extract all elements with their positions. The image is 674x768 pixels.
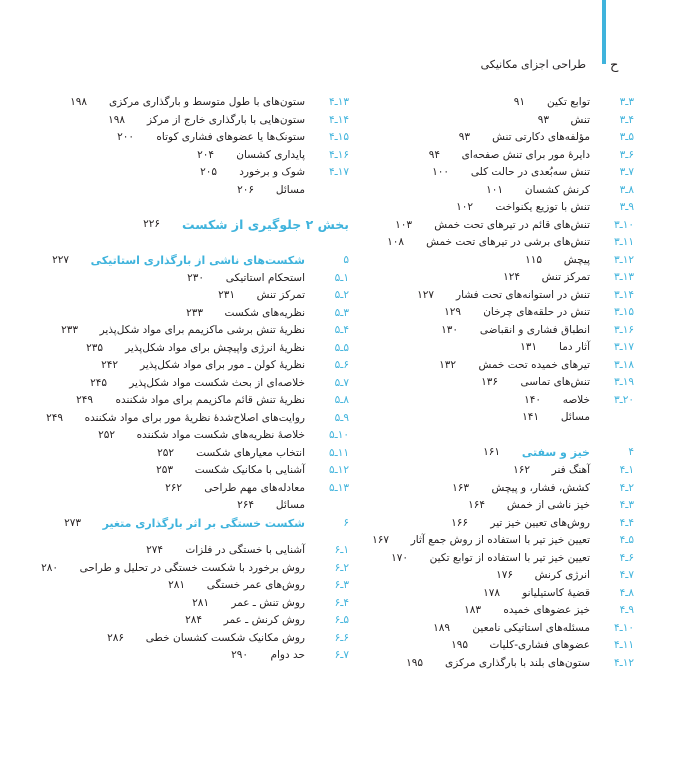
section-title: شکست‌های ناشی از بارگذاری استاتیکی [90, 254, 305, 267]
toc-entry [354, 217, 634, 234]
section-number: ۴ـ۵ [334, 324, 349, 336]
toc-entry [49, 375, 349, 392]
page-number: ۲۶۲ [165, 481, 182, 494]
section-title: ستونک‌ها یا عضوهای فشاری کوتاه [156, 131, 305, 143]
section-title: مسائل [560, 411, 590, 423]
section-number: ۸ـ۴ [619, 586, 634, 599]
page-number: ۱۲۴ [503, 271, 520, 283]
section-number: ۱ـ۵ [334, 271, 349, 284]
section-number: ۲ـ۴ [619, 481, 634, 494]
page-number: ۲۰۶ [237, 183, 254, 196]
toc-entry [49, 129, 349, 146]
toc-entry [354, 129, 634, 146]
page-number: ۱۲۹ [444, 306, 461, 318]
toc-entry [354, 112, 634, 129]
section-title: دایرهٔ مور برای تنش صفحه‌ای [461, 148, 590, 161]
page-number: ۱۸۹ [433, 621, 450, 634]
section-number: ۱۷ـ۳ [614, 341, 634, 353]
toc-left-column [41, 94, 349, 714]
page-number: ۱۹۵ [406, 656, 423, 669]
section-title: شکست خستگی بر اثر بارگذاری متغیر [102, 516, 305, 530]
toc-entry [49, 164, 349, 181]
section-number: ۱۴ـ۴ [329, 113, 349, 126]
section-title: شوک و برخورد [239, 166, 305, 178]
section-title: نظریه‌های شکست [224, 306, 305, 319]
toc-entry [354, 637, 634, 654]
page-number: ۱۷۶ [496, 569, 513, 581]
section-number: ۳ـ۴ [619, 499, 634, 511]
section-number: ۲ـ۵ [334, 289, 349, 301]
section-title: تنش در حلقه‌های چرخان [483, 306, 590, 318]
section-number: ۶ـ۴ [619, 551, 634, 564]
page-number: ۱۷۰ [391, 551, 408, 564]
section-title: نظریهٔ تنش برشی ماکزیمم برای مواد شکل‌پذیر [99, 324, 305, 336]
section-number: ۱۰ـ۳ [614, 218, 634, 231]
page-number: ۲۰۰ [117, 131, 134, 143]
section-title: روش مکانیک شکست کشسان خطی [145, 631, 305, 644]
section-title: خیز عضوهای خمیده [503, 604, 590, 616]
toc-entry [49, 445, 349, 462]
section-title: خیز و سفتی [521, 446, 590, 459]
section-title: مسائل [275, 183, 305, 196]
section-title: تیرهای خمیده تحت خمش [478, 358, 590, 371]
section-number: ۵ـ۳ [619, 131, 634, 143]
toc-entry [49, 287, 349, 304]
section-number: ۱۵ـ۳ [614, 306, 634, 318]
toc-entry [49, 147, 349, 164]
toc-entry [354, 374, 634, 391]
page-number: ۱۳۰ [441, 323, 458, 336]
page-number: ۲۳۰ [187, 271, 204, 284]
page-number: ۹۳ [537, 113, 549, 126]
section-number: ۹ـ۵ [334, 411, 349, 424]
section-number: ۹ـ۴ [619, 604, 634, 616]
section-number: ۱۹ـ۳ [614, 376, 634, 388]
section-title: انتخاب معیارهای شکست [196, 446, 305, 459]
section-number: ۱۳ـ۳ [614, 271, 634, 283]
section-title: روش برخورد با شکست خستگی در تحلیل و طراحی [79, 561, 305, 574]
section-title: خلاصهٔ نظریه‌های شکست مواد شکننده [136, 429, 305, 441]
section-number: ۱۶ـ۳ [614, 323, 634, 336]
page-number: ۲۴۲ [101, 359, 118, 371]
toc-entry [354, 322, 634, 339]
page-number: ۲۳۵ [86, 341, 103, 354]
toc-entry [49, 182, 349, 199]
section-title: انرژی کرنش [534, 569, 590, 581]
page-number: ۱۹۸ [70, 96, 87, 108]
section-number: ۱۵ـ۴ [329, 131, 349, 143]
section-title: پیچش [563, 253, 590, 266]
page-number: ۲۷۳ [64, 516, 81, 529]
toc-entry [49, 357, 349, 374]
toc-entry [354, 550, 634, 567]
toc-entry [49, 340, 349, 357]
page-number: ۲۷۴ [146, 544, 163, 556]
page-number: ۲۶۴ [237, 499, 254, 511]
toc-entry [354, 480, 634, 497]
section-title: تنش‌های تماسی [520, 376, 590, 388]
page-number: ۲۳۳ [61, 324, 78, 336]
page-number: ۱۰۳ [395, 218, 412, 231]
section-number: ۵ـ۴ [619, 534, 634, 546]
toc-entry [354, 585, 634, 602]
toc-entry [354, 602, 634, 619]
section-number: ۷ـ۴ [619, 569, 634, 581]
toc-entry [354, 392, 634, 409]
section-number: ۶ [343, 516, 349, 529]
section-number: ۴ـ۴ [619, 516, 634, 529]
accent-bar [602, 0, 606, 64]
section-title: خلاصه‌ای از بحث شکست مواد شکل‌پذیر [129, 376, 305, 389]
section-title: کشش، فشار، و پیچش [491, 481, 590, 494]
section-title: روش کرنش ـ عمر [223, 614, 305, 626]
chapter-entry [49, 515, 349, 532]
section-title: تنش‌های قائم در تیرهای تحت خمش [434, 218, 590, 231]
section-number: ۴ـ۶ [334, 596, 349, 609]
toc-entry [354, 515, 634, 532]
page-number: ۱۶۲ [513, 464, 530, 476]
section-title: کرنش کشسان [524, 183, 590, 196]
toc-entry [49, 595, 349, 612]
page-number: ۲۸۶ [107, 631, 124, 644]
section-number: ۱۲ـ۵ [329, 464, 349, 476]
toc-entry [354, 234, 634, 251]
section-title: پایداری کشسان [236, 148, 305, 161]
section-number: ۱۲ـ۴ [614, 656, 634, 669]
page-number: ۲۲۷ [52, 254, 69, 266]
section-number: ۳ـ۳ [619, 96, 634, 108]
section-title: ستون‌های بلند با بارگذاری مرکزی [445, 656, 590, 669]
page-number: ۱۴۱ [522, 411, 539, 423]
toc-entry [354, 567, 634, 584]
toc-entry [354, 94, 634, 111]
toc-entry [354, 304, 634, 321]
page-number: ۱۶۷ [372, 534, 389, 546]
page-number: ۱۳۲ [439, 358, 456, 371]
section-title: آثار دما [559, 341, 590, 353]
toc-entry [354, 339, 634, 356]
section-title: استحکام استاتیکی [225, 271, 305, 284]
section-title: مؤلفه‌های دکارتی تنش [492, 131, 590, 143]
section-number: ۳ـ۶ [334, 579, 349, 591]
section-title: ستون‌هایی با بارگذاری خارج از مرکز [147, 113, 305, 126]
section-title: روش‌های عمر خستگی [206, 579, 305, 591]
section-number: ۱۱ـ۵ [329, 446, 349, 459]
toc-entry [354, 655, 634, 672]
toc-right-column [354, 94, 634, 714]
page-number: ۱۰۰ [432, 166, 449, 178]
toc-entry [49, 497, 349, 514]
toc-entry [354, 409, 634, 426]
page-number: ۲۳۱ [218, 289, 235, 301]
section-number: ۱۱ـ۴ [614, 639, 634, 651]
toc-entry [49, 322, 349, 339]
toc-entry [354, 269, 634, 286]
page-number: ۱۸۳ [464, 604, 481, 616]
page-number: ۲۵۲ [157, 446, 174, 459]
section-title: روش تنش ـ عمر [231, 596, 305, 609]
page-number: ۲۸۴ [185, 614, 202, 626]
section-number: ۶ـ۳ [619, 148, 634, 161]
page-number: ۱۱۵ [525, 253, 542, 266]
section-title: عضوهای فشاری-کلیات [489, 639, 590, 651]
section-number: ۱ـ۴ [619, 464, 634, 476]
section-title: انطباق فشاری و انقباضی [479, 323, 590, 336]
section-number: ۸ـ۳ [619, 183, 634, 196]
toc-entry [49, 270, 349, 287]
section-title: روایت‌های اصلاح‌شدهٔ نظریهٔ مور برای مواد شکننده [84, 411, 305, 424]
section-number: ۳ـ۵ [334, 306, 349, 319]
page-number: ۲۸۱ [168, 579, 185, 591]
section-title: آشنایی با مکانیک شکست [194, 464, 305, 476]
page-number: ۱۰۲ [456, 201, 473, 213]
page-number: ۲۲۶ [143, 218, 160, 230]
page-number: ۱۳۶ [481, 376, 498, 388]
section-number: ۱۲ـ۳ [614, 253, 634, 266]
part-heading [49, 216, 349, 233]
section-title: مسئله‌های استاتیکی نامعین [472, 621, 590, 634]
section-title: تعیین خیز تیر با استفاده از توابع تکین [429, 551, 590, 564]
section-title: تنش‌های برشی در تیرهای تحت خمش [426, 236, 590, 248]
page-number: ۱۶۶ [451, 516, 468, 529]
toc-entry [49, 112, 349, 129]
page-number: ۲۴۹ [46, 411, 63, 424]
page-number: ۲۳۳ [186, 306, 203, 319]
page-number: ۲۸۱ [192, 596, 209, 609]
page-number: ۹۱ [513, 96, 525, 108]
page-number: ۱۰۸ [387, 236, 404, 248]
toc-entry [354, 357, 634, 374]
section-title: حد دوام [270, 649, 305, 661]
section-number: ۵ـ۶ [334, 614, 349, 626]
toc-entry [354, 287, 634, 304]
section-title: تنش در استوانه‌های تحت فشار [456, 288, 590, 301]
section-title: تنش با توزیع یکنواخت [495, 201, 590, 213]
page-number: ۲۵۳ [156, 464, 173, 476]
page-number: ۲۹۰ [231, 649, 248, 661]
section-number: ۶ـ۶ [334, 631, 349, 644]
section-title: نظریهٔ تنش قائم ماکزیمم برای مواد شکننده [115, 394, 305, 406]
section-title: توابع تکین [547, 96, 590, 108]
toc-entry [49, 577, 349, 594]
toc-entry [354, 497, 634, 514]
toc-entry [354, 462, 634, 479]
section-number: ۴ [628, 446, 634, 458]
page-number: ۲۴۹ [76, 394, 93, 406]
section-number: ۱۰ـ۴ [614, 621, 634, 634]
page-number: ۹۳ [458, 131, 470, 143]
page-number: ۱۴۰ [524, 393, 541, 406]
page-number: ۱۶۴ [468, 499, 485, 511]
toc-entry [49, 647, 349, 664]
section-title: تنش سه‌بُعدی در حالت کلی [470, 166, 590, 178]
toc-entry [354, 182, 634, 199]
toc-entry [49, 305, 349, 322]
section-title: خلاصه [562, 393, 590, 406]
section-number: ۱۸ـ۳ [614, 358, 634, 371]
running-head: طراحی اجزای مکانیکی [480, 58, 586, 71]
section-number: ۱۷ـ۴ [329, 166, 349, 178]
section-title: خیز ناشی از خمش [506, 499, 590, 511]
toc-entry [354, 199, 634, 216]
section-title: قضیهٔ کاستیلیانو [522, 586, 590, 599]
toc-entry [354, 532, 634, 549]
page-letter: ح [610, 58, 619, 73]
toc-entry [49, 630, 349, 647]
page-number: ۲۵۲ [98, 429, 115, 441]
section-title: بخش ۲ جلوگیری از شکست [182, 217, 349, 232]
page-number: ۱۹۸ [108, 113, 125, 126]
section-number: ۱۳ـ۴ [329, 96, 349, 108]
section-title: آهنگ فنر [551, 464, 590, 476]
section-number: ۵ـ۵ [334, 341, 349, 354]
section-title: مسائل [275, 499, 305, 511]
toc-entry [354, 164, 634, 181]
toc-entry [49, 462, 349, 479]
toc-entry [49, 612, 349, 629]
section-number: ۱۶ـ۴ [329, 148, 349, 161]
page-number: ۲۰۴ [197, 148, 214, 161]
chapter-entry [49, 252, 349, 269]
toc-entry [49, 94, 349, 111]
section-number: ۵ [343, 254, 349, 266]
section-number: ۲۰ـ۳ [614, 393, 634, 406]
page-number: ۲۴۵ [90, 376, 107, 389]
section-number: ۷ـ۳ [619, 166, 634, 178]
page-number: ۲۰۵ [200, 166, 217, 178]
section-title: ستون‌های با طول متوسط و بارگذاری مرکزی [108, 96, 305, 108]
page-number: ۱۶۳ [452, 481, 469, 494]
section-number: ۱۴ـ۳ [614, 288, 634, 301]
section-title: تمرکز تنش [256, 289, 305, 301]
toc-entry [46, 410, 349, 427]
toc-entry [354, 620, 634, 637]
section-number: ۹ـ۳ [619, 201, 634, 213]
toc-entry [354, 252, 634, 269]
section-number: ۸ـ۵ [334, 394, 349, 406]
section-title: تنش [570, 113, 590, 126]
page-number: ۱۹۵ [451, 639, 468, 651]
section-title: آشنایی با خستگی در فلزات [185, 544, 305, 556]
page-number: ۱۳۱ [520, 341, 537, 353]
toc-entry [49, 542, 349, 559]
toc-entry [49, 392, 349, 409]
section-number: ۷ـ۵ [334, 376, 349, 389]
toc-entry [41, 560, 349, 577]
section-title: تعیین خیز تیر با استفاده از روش جمع آثار [410, 534, 590, 546]
section-title: معادله‌های مهم طراحی [204, 481, 305, 494]
section-number: ۱۰ـ۵ [329, 429, 349, 441]
section-number: ۱ـ۶ [334, 544, 349, 556]
section-number: ۱۳ـ۵ [329, 481, 349, 494]
toc-entry [49, 427, 349, 444]
toc-entry [354, 147, 634, 164]
chapter-entry [354, 444, 634, 461]
section-title: نظریهٔ انرژی واپیچش برای مواد شکل‌پذیر [125, 341, 305, 354]
page-number: ۱۶۱ [483, 446, 500, 458]
section-number: ۶ـ۵ [334, 359, 349, 371]
section-title: نظریهٔ کولن ـ مور برای مواد شکل‌پذیر [140, 359, 305, 371]
section-number: ۲ـ۶ [334, 561, 349, 574]
page-number: ۹۴ [428, 148, 440, 161]
page-number: ۱۷۸ [483, 586, 500, 599]
section-title: روش‌های تعیین خیز تیر [490, 516, 590, 529]
section-number: ۴ـ۳ [619, 113, 634, 126]
section-title: تمرکز تنش [541, 271, 590, 283]
page-number: ۲۸۰ [41, 561, 58, 574]
section-number: ۷ـ۶ [334, 649, 349, 661]
toc-entry [49, 480, 349, 497]
page-number: ۱۲۷ [417, 288, 434, 301]
section-number: ۱۱ـ۳ [614, 236, 634, 248]
page-number: ۱۰۱ [486, 183, 503, 196]
